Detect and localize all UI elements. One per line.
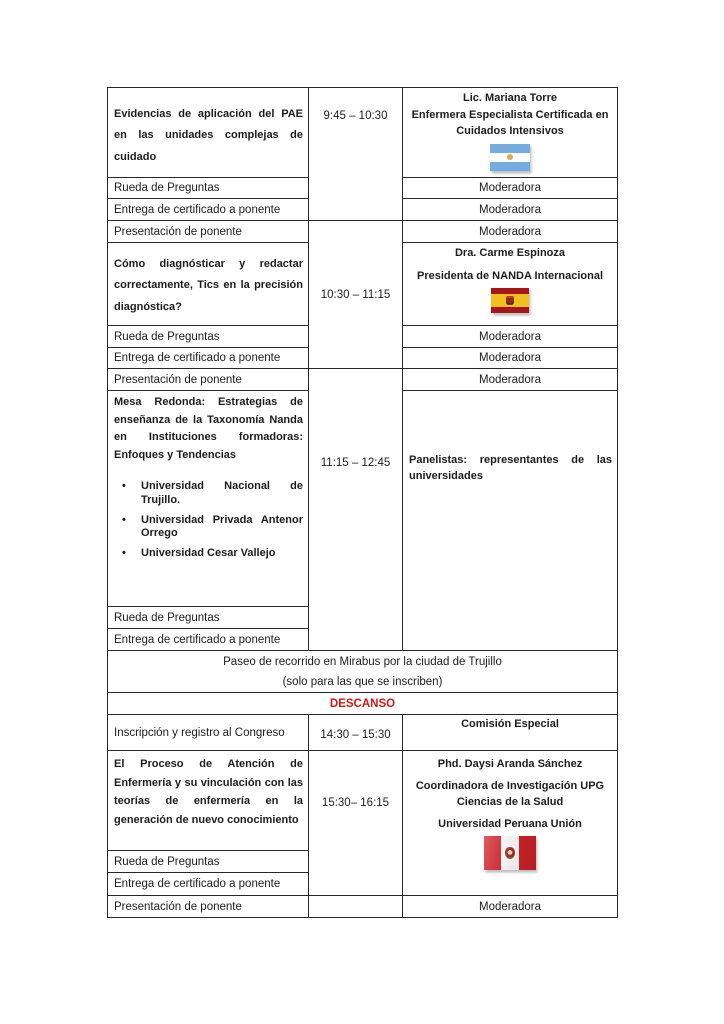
schedule-table (107, 87, 618, 918)
row-label: Entrega de certificado a ponente (108, 348, 309, 369)
session-title-cell (108, 391, 309, 607)
list-item: • Universidad Cesar Vallejo (114, 547, 303, 560)
session-title: Cómo diagnósticar y redactar correctamente, Tics en la precisión diagnóstica? (108, 243, 309, 326)
peru-flag-icon (484, 836, 536, 870)
speaker-org: Universidad Peruana Unión (438, 817, 582, 830)
argentina-flag-icon (490, 144, 530, 171)
session-title: El Proceso de Atención de Enfermería y su vinculación con las teorías de enfermería en la generación de nuevo conocimiento (108, 751, 309, 851)
time-slot: 11:15 – 12:45 (309, 369, 403, 651)
time-slot: 10:30 – 11:15 (309, 221, 403, 369)
row-label: Rueda de Preguntas (108, 326, 309, 348)
speaker-cell (403, 751, 618, 896)
list-item: • Universidad Privada Antenor Orrego (114, 514, 303, 540)
moderator-cell: Moderadora (403, 221, 618, 243)
session-title: Evidencias de aplicación del PAE en las unidades complejas de cuidado (108, 88, 309, 178)
excursion-note: (solo para las que se inscriben) (282, 675, 443, 688)
speaker-role: Enfermera Especialista Certificada en Cuidados Intensivos (411, 108, 609, 137)
speaker-role: Presidenta de NANDA Internacional (416, 269, 604, 282)
moderator-cell: Moderadora (403, 369, 618, 391)
coat-of-arms-icon (506, 296, 514, 305)
break-row: DESCANSO (108, 693, 618, 715)
row-label: Entrega de certificado a ponente (108, 629, 309, 651)
empty-cell (309, 896, 403, 918)
bullet-list (114, 480, 303, 560)
row-label: Entrega de certificado a ponente (108, 199, 309, 221)
excursion-row (108, 651, 618, 693)
speaker-name: Phd. Daysi Aranda Sánchez (437, 758, 583, 770)
row-label: Entrega de certificado a ponente (108, 873, 309, 896)
speaker-cell (403, 88, 618, 178)
row-label: Presentación de ponente (108, 369, 309, 391)
time-slot: 9:45 – 10:30 (309, 88, 403, 221)
moderator-cell: Moderadora (403, 348, 618, 369)
sun-icon (507, 154, 513, 160)
excursion-text: Paseo de recorrido en Mirabus por la ciudad de Trujillo (223, 655, 502, 668)
moderator-cell: Moderadora (403, 199, 618, 221)
time-slot: 15:30– 16:15 (309, 751, 403, 896)
moderator-cell: Moderadora (403, 178, 618, 199)
speaker-name: Lic. Mariana Torre (463, 92, 557, 104)
list-item: • Universidad Nacional de Trujillo. (114, 480, 303, 506)
committee-cell: Comisión Especial (403, 715, 618, 751)
row-label: Presentación de ponente (108, 221, 309, 243)
row-label: Inscripción y registro al Congreso (108, 715, 309, 751)
row-label: Rueda de Preguntas (108, 178, 309, 199)
panelists-cell: Panelistas: representantes de las universidades (403, 391, 618, 651)
speaker-cell (403, 243, 618, 326)
row-label: Rueda de Preguntas (108, 851, 309, 873)
spain-flag-icon (491, 288, 529, 313)
moderator-cell: Moderadora (403, 896, 618, 918)
session-title: Mesa Redonda: Estrategias de enseñanza de la Taxonomía Nanda en Instituciones formadoras: Enfoques y Tendencias (114, 396, 303, 461)
speaker-role: Coordinadora de Investigación UPG Ciencias de la Salud (415, 779, 605, 808)
row-label: Rueda de Preguntas (108, 607, 309, 629)
speaker-name: Dra. Carme Espinoza (454, 247, 566, 259)
row-label: Presentación de ponente (108, 896, 309, 918)
moderator-cell: Moderadora (403, 326, 618, 348)
time-slot: 14:30 – 15:30 (309, 715, 403, 751)
